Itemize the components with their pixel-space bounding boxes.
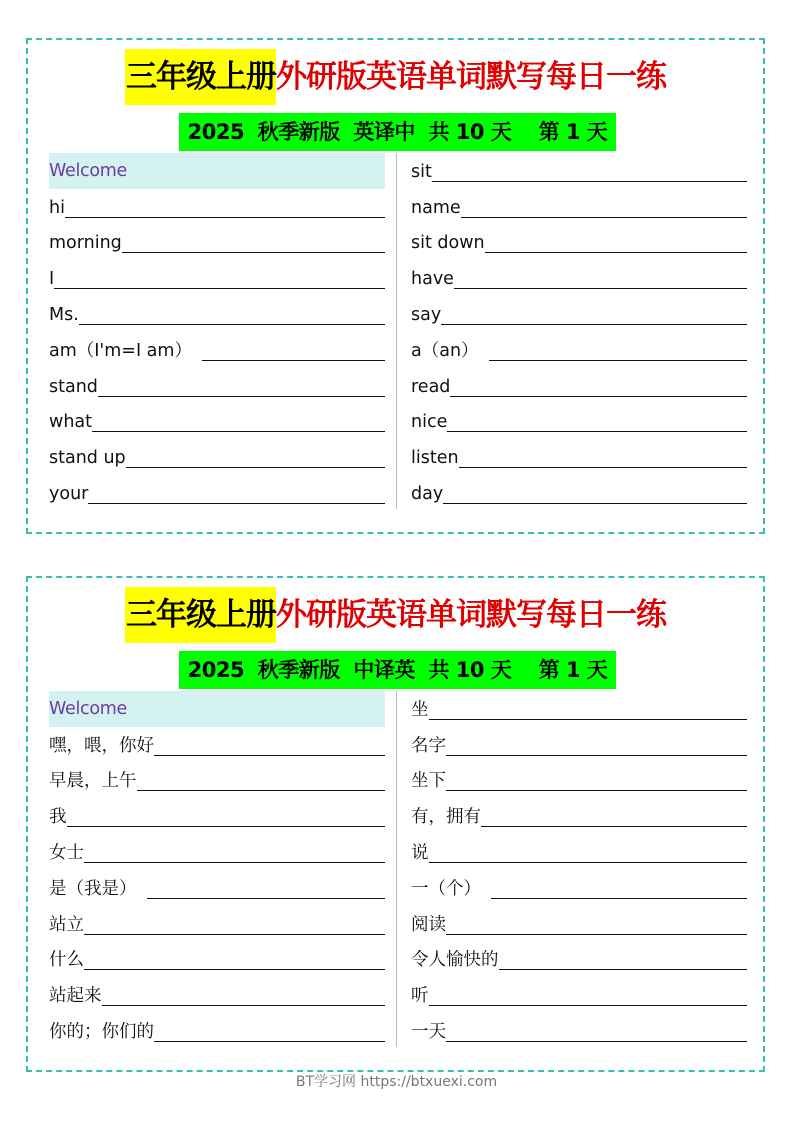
word-row <box>411 153 747 189</box>
word-label: 一天 <box>411 1021 446 1042</box>
word-row <box>49 798 385 834</box>
column-divider <box>396 691 397 1047</box>
answer-blank[interactable] <box>489 360 747 361</box>
answer-blank[interactable] <box>84 862 385 863</box>
word-label: nice <box>411 412 448 433</box>
title-grade-highlight: 三年级上册 <box>125 587 276 643</box>
word-label: 坐下 <box>411 771 446 792</box>
unit-label: Welcome <box>49 160 127 181</box>
word-row <box>49 475 385 511</box>
word-row <box>411 225 747 261</box>
answer-blank[interactable] <box>446 1041 747 1042</box>
word-row <box>411 942 747 978</box>
worksheet-card-en-to-zh <box>26 38 765 534</box>
word-row <box>411 1013 747 1049</box>
word-row <box>49 906 385 942</box>
unit-heading <box>49 153 385 189</box>
word-label: have <box>411 269 454 290</box>
answer-blank[interactable] <box>443 503 747 504</box>
answer-blank[interactable] <box>122 252 385 253</box>
answer-blank[interactable] <box>98 396 385 397</box>
answer-blank[interactable] <box>432 181 747 182</box>
word-label: Ms. <box>49 304 79 325</box>
word-row <box>411 834 747 870</box>
answer-blank[interactable] <box>154 755 385 756</box>
answer-blank[interactable] <box>499 969 748 970</box>
word-row <box>49 404 385 440</box>
word-label: sit <box>411 161 432 182</box>
title-description: 外研版英语单词默写每日一练 <box>276 597 666 633</box>
answer-blank[interactable] <box>84 969 385 970</box>
word-row <box>49 727 385 763</box>
word-row <box>49 225 385 261</box>
answer-blank[interactable] <box>79 324 385 325</box>
word-row <box>49 977 385 1013</box>
word-label: 女士 <box>49 842 84 863</box>
answer-blank[interactable] <box>88 503 385 504</box>
word-columns <box>48 153 748 511</box>
word-label: 什么 <box>49 950 84 971</box>
answer-blank[interactable] <box>102 1005 386 1006</box>
word-row <box>411 475 747 511</box>
word-label: 嘿，喂，你好 <box>49 735 154 756</box>
answer-blank[interactable] <box>65 217 385 218</box>
word-label: am（I'm=I am） <box>49 340 192 361</box>
word-label: 你的；你们的 <box>49 1021 154 1042</box>
answer-blank[interactable] <box>92 431 385 432</box>
word-row <box>411 977 747 1013</box>
answer-blank[interactable] <box>485 252 747 253</box>
word-label: 令人愉快的 <box>411 950 499 971</box>
word-row <box>411 368 747 404</box>
word-row <box>411 691 747 727</box>
column-divider <box>396 153 397 509</box>
word-label: say <box>411 304 442 325</box>
word-label: 是（我是） <box>49 878 137 899</box>
worksheet-subtitle: 2025 秋季新版 中译英 共 10 天 第 1 天 <box>179 651 616 689</box>
word-label: 早晨，上午 <box>49 771 137 792</box>
word-label: 坐 <box>411 699 429 720</box>
word-row <box>411 404 747 440</box>
answer-blank[interactable] <box>450 396 747 397</box>
word-row <box>411 189 747 225</box>
worksheet-card-zh-to-en <box>26 576 765 1072</box>
word-label: I <box>49 269 55 290</box>
answer-blank[interactable] <box>491 898 747 899</box>
word-label: 一（个） <box>411 878 481 899</box>
word-row <box>49 942 385 978</box>
word-label: what <box>49 412 92 433</box>
word-columns <box>48 691 748 1049</box>
word-row <box>411 798 747 834</box>
word-label: 我 <box>49 807 67 828</box>
word-row <box>49 260 385 296</box>
answer-blank[interactable] <box>446 934 747 935</box>
word-row <box>49 296 385 332</box>
word-label: 站起来 <box>49 986 102 1007</box>
right-column <box>411 153 747 511</box>
answer-blank[interactable] <box>154 1041 385 1042</box>
answer-blank[interactable] <box>446 755 747 756</box>
word-label: morning <box>49 233 122 254</box>
word-row <box>411 763 747 799</box>
word-row <box>49 189 385 225</box>
word-row <box>411 260 747 296</box>
word-label: stand <box>49 376 98 397</box>
word-label: hi <box>49 197 65 218</box>
word-row <box>49 870 385 906</box>
answer-blank[interactable] <box>481 826 747 827</box>
word-label: 阅读 <box>411 914 446 935</box>
answer-blank[interactable] <box>461 217 747 218</box>
answer-blank[interactable] <box>446 790 747 791</box>
word-row <box>411 296 747 332</box>
answer-blank[interactable] <box>54 288 385 289</box>
answer-blank[interactable] <box>454 288 747 289</box>
answer-blank[interactable] <box>429 862 748 863</box>
word-row <box>411 870 747 906</box>
title-description: 外研版英语单词默写每日一练 <box>276 59 666 95</box>
answer-blank[interactable] <box>126 467 385 468</box>
word-label: your <box>49 483 89 504</box>
word-label: read <box>411 376 451 397</box>
answer-blank[interactable] <box>447 431 747 432</box>
word-row <box>49 763 385 799</box>
word-row <box>411 727 747 763</box>
word-label: day <box>411 483 444 504</box>
answer-blank[interactable] <box>429 1005 748 1006</box>
word-row <box>411 332 747 368</box>
word-label: 说 <box>411 842 429 863</box>
left-column <box>49 691 385 1049</box>
word-row <box>49 1013 385 1049</box>
answer-blank[interactable] <box>429 719 748 720</box>
answer-blank[interactable] <box>84 934 385 935</box>
answer-blank[interactable] <box>147 898 386 899</box>
right-column <box>411 691 747 1049</box>
word-label: sit down <box>411 233 485 254</box>
word-row <box>49 834 385 870</box>
worksheet-title <box>28 587 763 643</box>
site-watermark: BT学习网 https://btxuexi.com <box>295 1074 498 1090</box>
word-label: 听 <box>411 986 429 1007</box>
worksheet-subtitle: 2025 秋季新版 英译中 共 10 天 第 1 天 <box>179 113 616 151</box>
answer-blank[interactable] <box>67 826 386 827</box>
word-label: 有，拥有 <box>411 807 481 828</box>
word-label: name <box>411 197 461 218</box>
word-label: 站立 <box>49 914 84 935</box>
title-grade-highlight: 三年级上册 <box>125 49 276 105</box>
answer-blank[interactable] <box>202 360 385 361</box>
unit-heading <box>49 691 385 727</box>
left-column <box>49 153 385 511</box>
answer-blank[interactable] <box>459 467 747 468</box>
word-label: 名字 <box>411 735 446 756</box>
word-label: a（an） <box>411 340 479 361</box>
unit-label: Welcome <box>49 698 127 719</box>
word-label: stand up <box>49 448 126 469</box>
word-row <box>49 332 385 368</box>
word-row <box>49 368 385 404</box>
worksheet-title <box>28 49 763 105</box>
word-row <box>411 439 747 475</box>
answer-blank[interactable] <box>441 324 747 325</box>
word-row <box>411 906 747 942</box>
word-row <box>49 439 385 475</box>
answer-blank[interactable] <box>137 790 386 791</box>
word-label: listen <box>411 448 459 469</box>
